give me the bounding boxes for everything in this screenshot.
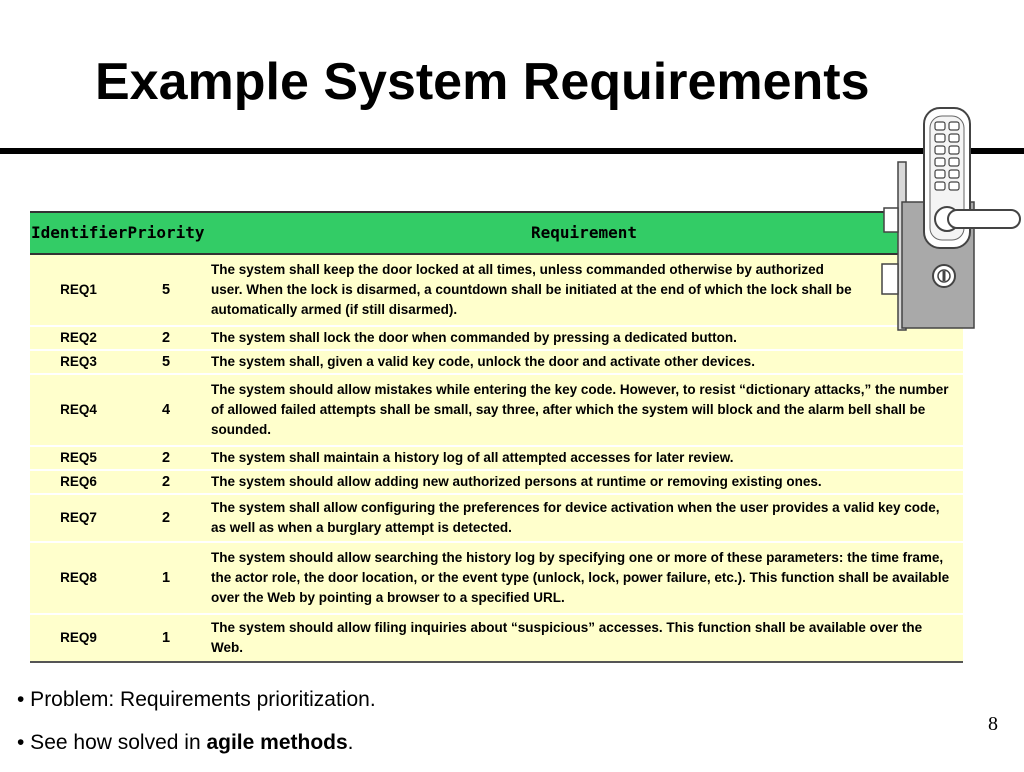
row-priority: 5 bbox=[127, 350, 205, 374]
row-requirement: The system should allow adding new authorized persons at runtime or removing existing ones. bbox=[205, 470, 963, 494]
header-identifier: Identifier bbox=[30, 212, 127, 254]
table-row bbox=[30, 326, 963, 350]
row-requirement: The system shall maintain a history log of all attempted accesses for later review. bbox=[205, 446, 963, 470]
slide-title: Example System Requirements bbox=[95, 53, 870, 111]
row-priority: 2 bbox=[127, 446, 205, 470]
title-divider bbox=[0, 148, 1024, 154]
row-identifier: REQ6 bbox=[30, 470, 127, 494]
table-row bbox=[30, 350, 963, 374]
row-identifier: REQ3 bbox=[30, 350, 127, 374]
row-requirement: The system should allow mistakes while entering the key code. However, to resist “dictionary attacks,” the number of allowed failed attempts shall be small, say three, after which the system will block and the alarm bell shall be sounded. bbox=[205, 374, 963, 446]
row-identifier: REQ2 bbox=[30, 326, 127, 350]
page-number: 8 bbox=[988, 713, 998, 735]
row-requirement: The system should allow filing inquiries about “suspicious” accesses. This function shall be available over the Web. bbox=[205, 614, 963, 662]
header-priority: Priority bbox=[127, 212, 205, 254]
bullet-problem: • Problem: Requirements prioritization. bbox=[17, 688, 376, 711]
table-row bbox=[30, 374, 963, 446]
table-row bbox=[30, 446, 963, 470]
bullet-see-suffix: . bbox=[347, 731, 354, 754]
bullet-see-how bbox=[17, 729, 376, 756]
row-priority: 2 bbox=[127, 494, 205, 542]
row-identifier: REQ1 bbox=[30, 254, 127, 326]
keypad-door-lock-icon bbox=[878, 106, 1024, 332]
row-requirement: The system should allow searching the history log by specifying one or more of these parameters: the time frame, the actor role, the door location, or the event type (unlock, lock, power failure, etc.). This function shall be available over the Web by pointing a browser to a specified URL. bbox=[205, 542, 963, 614]
header-requirement: Requirement bbox=[205, 212, 963, 254]
requirements-table bbox=[30, 211, 963, 663]
table-row bbox=[30, 470, 963, 494]
bullet-see-bold: agile methods bbox=[206, 731, 348, 754]
row-requirement: The system shall, given a valid key code, unlock the door and activate other devices. bbox=[205, 350, 963, 374]
row-priority: 4 bbox=[127, 374, 205, 446]
row-identifier: REQ4 bbox=[30, 374, 127, 446]
row-identifier: REQ7 bbox=[30, 494, 127, 542]
row-requirement: The system shall lock the door when commanded by pressing a dedicated button. bbox=[205, 326, 963, 350]
table-row bbox=[30, 614, 963, 662]
row-priority: 2 bbox=[127, 470, 205, 494]
row-priority: 1 bbox=[127, 614, 205, 662]
row-identifier: REQ8 bbox=[30, 542, 127, 614]
table-row bbox=[30, 254, 963, 326]
row-identifier: REQ5 bbox=[30, 446, 127, 470]
table-row bbox=[30, 542, 963, 614]
row-identifier: REQ9 bbox=[30, 614, 127, 662]
bullet-list bbox=[17, 686, 376, 772]
row-requirement: The system shall allow configuring the preferences for device activation when the user provides a valid key code, as well as when a burglary attempt is detected. bbox=[205, 494, 963, 542]
row-priority: 2 bbox=[127, 326, 205, 350]
table-row bbox=[30, 494, 963, 542]
row-requirement: The system shall keep the door locked at all times, unless commanded otherwise by authorized user. When the lock is disarmed, a countdown shall be initiated at the end of which the lock shall be automatically armed (if still disarmed). bbox=[205, 254, 963, 326]
row-priority: 5 bbox=[127, 254, 205, 326]
bullet-see-prefix: • See how solved in bbox=[17, 731, 207, 754]
table-header-row bbox=[30, 212, 963, 254]
row-priority: 1 bbox=[127, 542, 205, 614]
